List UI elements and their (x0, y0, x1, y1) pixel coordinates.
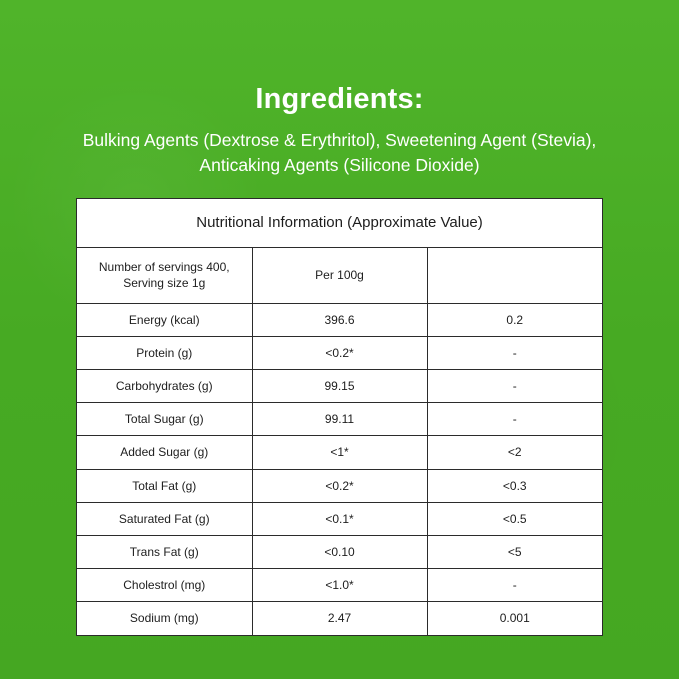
nutrient-value-per-100g: <0.1* (252, 502, 427, 535)
nutrient-value-per-100g: 99.11 (252, 403, 427, 436)
ingredients-section (40, 84, 639, 178)
nutrient-value-per-100g: 99.15 (252, 370, 427, 403)
nutrient-value-per-serving: <0.3 (427, 469, 602, 502)
nutrient-label: Protein (g) (77, 336, 252, 369)
column-header-per-100g: Per 100g (252, 248, 427, 303)
nutrient-value-per-serving: <2 (427, 436, 602, 469)
nutrient-value-per-serving: <5 (427, 535, 602, 568)
nutrient-label: Total Sugar (g) (77, 403, 252, 436)
nutrient-value-per-100g: <0.2* (252, 469, 427, 502)
nutrition-table-header-row (77, 199, 602, 248)
nutrient-value-per-100g: <1.0* (252, 569, 427, 602)
nutrient-label: Saturated Fat (g) (77, 502, 252, 535)
nutrient-value-per-serving: 0.001 (427, 602, 602, 635)
table-row (77, 535, 602, 568)
table-row (77, 303, 602, 336)
table-row (77, 248, 602, 303)
nutrient-label: Sodium (mg) (77, 602, 252, 635)
table-row (77, 569, 602, 602)
nutrient-value-per-serving: - (427, 569, 602, 602)
nutrient-label: Trans Fat (g) (77, 535, 252, 568)
serving-count: Number of servings 400, (98, 260, 230, 275)
nutrient-value-per-100g: <0.2* (252, 336, 427, 369)
ingredients-title: Ingredients: (255, 83, 424, 115)
serving-info-cell (77, 248, 252, 303)
nutrient-value-per-serving: - (427, 370, 602, 403)
nutrition-table-card (76, 198, 603, 636)
nutrient-label: Cholestrol (mg) (77, 569, 252, 602)
nutrition-table (77, 199, 602, 635)
nutrient-value-per-100g: 2.47 (252, 602, 427, 635)
nutrient-label: Energy (kcal) (77, 303, 252, 336)
table-row (77, 502, 602, 535)
nutrient-value-per-serving: <0.5 (427, 502, 602, 535)
nutrient-label: Added Sugar (g) (77, 436, 252, 469)
table-row (77, 403, 602, 436)
ingredients-text: Bulking Agents (Dextrose & Erythritol), Sweetening Agent (Stevia), Anticaking Agents (Silicone Dioxide) (82, 129, 597, 175)
column-header-per-serving (427, 248, 602, 303)
table-row (77, 436, 602, 469)
nutrient-value-per-serving: 0.2 (427, 303, 602, 336)
nutrient-label: Total Fat (g) (77, 469, 252, 502)
table-row (77, 336, 602, 369)
nutrient-value-per-serving: - (427, 336, 602, 369)
table-row (77, 602, 602, 635)
nutrient-label: Carbohydrates (g) (77, 370, 252, 403)
nutrient-value-per-100g: <1* (252, 436, 427, 469)
table-row (77, 469, 602, 502)
serving-size: Serving size 1g (123, 276, 206, 291)
nutrient-value-per-serving: - (427, 403, 602, 436)
table-row (77, 370, 602, 403)
nutrient-value-per-100g: <0.10 (252, 535, 427, 568)
nutrient-value-per-100g: 396.6 (252, 303, 427, 336)
nutrition-table-title: Nutritional Information (Approximate Value) (77, 199, 602, 248)
